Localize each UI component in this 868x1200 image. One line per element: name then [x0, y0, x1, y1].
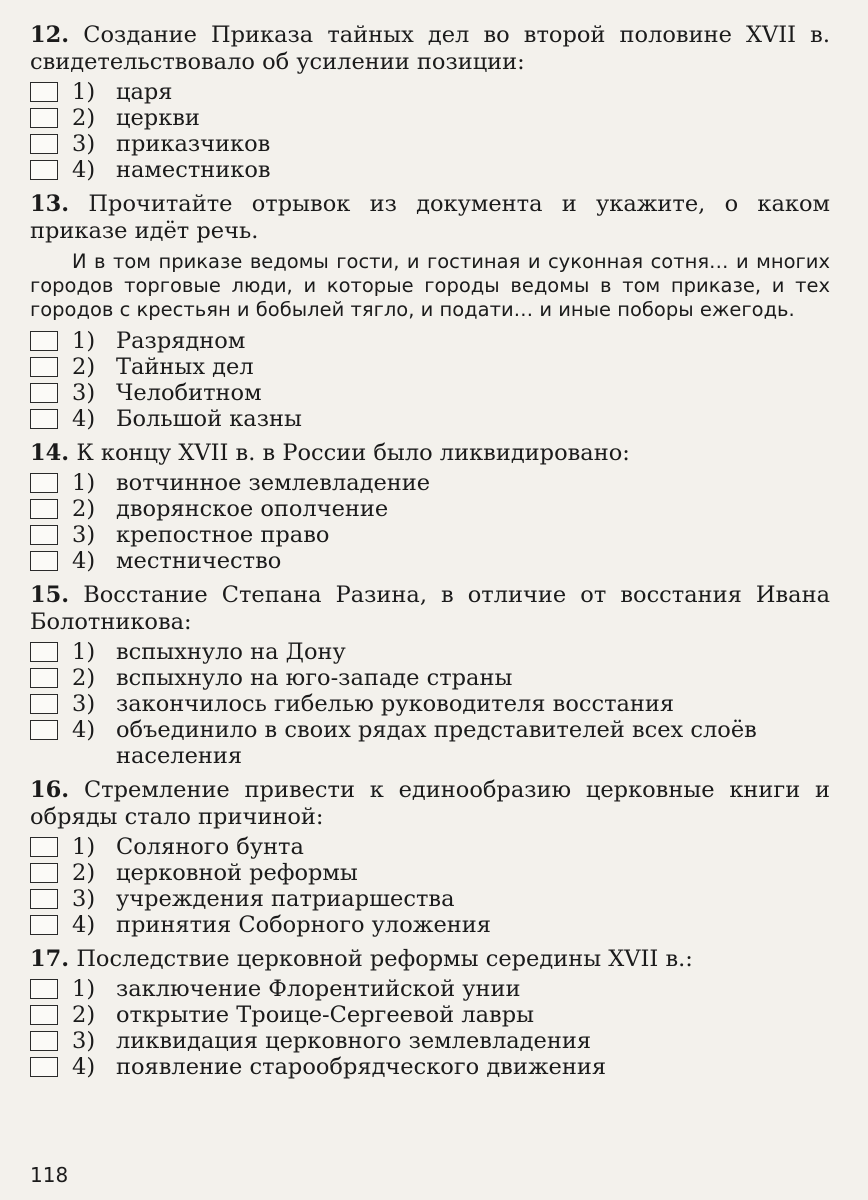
answer-checkbox[interactable]: [30, 499, 58, 519]
answer-checkbox[interactable]: [30, 1005, 58, 1025]
answer-checkbox[interactable]: [30, 331, 58, 351]
option-number: 1): [72, 976, 96, 1002]
answer-checkbox[interactable]: [30, 134, 58, 154]
question-text: Стремление привести к единообразию церковные книги и обряды стало причиной:: [30, 777, 830, 830]
question-number: 16.: [30, 777, 70, 803]
answer-option: [30, 976, 830, 1002]
answer-option: [30, 79, 830, 105]
answer-checkbox[interactable]: [30, 383, 58, 403]
answer-option: [30, 912, 830, 938]
option-number: 3): [72, 1028, 96, 1054]
answer-option: [30, 1054, 830, 1080]
page-number: 118: [30, 1163, 69, 1187]
option-number: 3): [72, 522, 96, 548]
option-number: 3): [72, 886, 96, 912]
answer-option: [30, 157, 830, 183]
answer-checkbox[interactable]: [30, 863, 58, 883]
question-15: [30, 582, 830, 769]
answer-option: [30, 380, 830, 406]
option-text: ликвидация церковного землевладения: [116, 1028, 592, 1054]
answer-options: [30, 79, 830, 183]
question-17: [30, 946, 830, 1080]
answer-checkbox[interactable]: [30, 108, 58, 128]
option-text: дворянское ополчение: [116, 496, 389, 522]
option-text: заключение Флорентийской унии: [116, 976, 521, 1002]
question-text: Создание Приказа тайных дел во второй половине XVII в. свидетельствовало об усилении позиции:: [30, 22, 830, 75]
answer-checkbox[interactable]: [30, 720, 58, 740]
option-text: закончилось гибелью руководителя восстания: [116, 691, 675, 717]
option-number: 3): [72, 691, 96, 717]
answer-option: [30, 717, 830, 769]
answer-options: [30, 328, 830, 432]
option-number: 2): [72, 105, 96, 131]
option-text: принятия Соборного уложения: [116, 912, 491, 938]
answer-option: [30, 131, 830, 157]
answer-checkbox[interactable]: [30, 1031, 58, 1051]
answer-option: [30, 496, 830, 522]
question-number: 17.: [30, 946, 70, 972]
question-13: [30, 191, 830, 432]
answer-option: [30, 886, 830, 912]
option-text: Разрядном: [116, 328, 246, 354]
answer-options: [30, 976, 830, 1080]
option-text: объединило в своих рядах представителей всех слоёв населения: [116, 717, 757, 769]
option-number: 4): [72, 717, 96, 743]
option-number: 3): [72, 131, 96, 157]
option-text: учреждения патриаршества: [116, 886, 455, 912]
question-number: 12.: [30, 22, 70, 48]
option-text: царя: [116, 79, 173, 105]
option-number: 1): [72, 470, 96, 496]
answer-checkbox[interactable]: [30, 837, 58, 857]
answer-checkbox[interactable]: [30, 694, 58, 714]
answer-options: [30, 834, 830, 938]
option-text: крепостное право: [116, 522, 330, 548]
option-text: церкви: [116, 105, 200, 131]
answer-option: [30, 354, 830, 380]
answer-option: [30, 860, 830, 886]
answer-option: [30, 691, 830, 717]
worksheet-page: [30, 22, 830, 1088]
option-text: приказчиков: [116, 131, 271, 157]
answer-checkbox[interactable]: [30, 525, 58, 545]
option-number: 2): [72, 1002, 96, 1028]
question-text: Восстание Степана Разина, в отличие от восстания Ивана Болотникова:: [30, 582, 830, 635]
option-text: вспыхнуло на юго-западе страны: [116, 665, 513, 691]
answer-option: [30, 522, 830, 548]
option-number: 4): [72, 406, 96, 432]
option-number: 2): [72, 665, 96, 691]
option-text: местничество: [116, 548, 282, 574]
option-number: 2): [72, 496, 96, 522]
question-number: 13.: [30, 191, 70, 217]
question-text: Прочитайте отрывок из документа и укажите, о каком приказе идёт речь.: [30, 191, 830, 244]
answer-option: [30, 328, 830, 354]
question-number: 15.: [30, 582, 70, 608]
question-14: [30, 440, 830, 574]
answer-checkbox[interactable]: [30, 473, 58, 493]
option-text: вотчинное землевладение: [116, 470, 431, 496]
answer-option: [30, 665, 830, 691]
answer-checkbox[interactable]: [30, 551, 58, 571]
question-number: 14.: [30, 440, 70, 466]
question-16: [30, 777, 830, 938]
option-number: 1): [72, 639, 96, 665]
answer-option: [30, 1002, 830, 1028]
option-number: 4): [72, 1054, 96, 1080]
question-text: Последствие церковной реформы середины XVII в.:: [76, 946, 693, 972]
answer-option: [30, 1028, 830, 1054]
option-number: 3): [72, 380, 96, 406]
option-text: Соляного бунта: [116, 834, 304, 860]
option-text: Большой казны: [116, 406, 302, 432]
answer-checkbox[interactable]: [30, 915, 58, 935]
option-number: 2): [72, 354, 96, 380]
option-number: 4): [72, 912, 96, 938]
answer-option: [30, 470, 830, 496]
answer-checkbox[interactable]: [30, 160, 58, 180]
answer-checkbox[interactable]: [30, 357, 58, 377]
answer-checkbox[interactable]: [30, 409, 58, 429]
question-12: [30, 22, 830, 183]
answer-checkbox[interactable]: [30, 82, 58, 102]
answer-checkbox[interactable]: [30, 889, 58, 909]
document-excerpt: И в том приказе ведомы гости, и гостиная и суконная сотня… и многих городов торговые люди, и которые городы ведомы в том приказе, и тех городов с крестьян и бобылей тягло, и подати… и иные поборы ежегодь.: [30, 250, 830, 321]
answer-checkbox[interactable]: [30, 642, 58, 662]
option-text: Тайных дел: [116, 354, 254, 380]
option-number: 1): [72, 834, 96, 860]
answer-options: [30, 639, 830, 769]
answer-option: [30, 548, 830, 574]
answer-options: [30, 470, 830, 574]
option-number: 4): [72, 157, 96, 183]
answer-option: [30, 105, 830, 131]
option-number: 2): [72, 860, 96, 886]
option-text: открытие Троице-Сергеевой лавры: [116, 1002, 535, 1028]
answer-option: [30, 639, 830, 665]
answer-checkbox[interactable]: [30, 1057, 58, 1077]
option-text: церковной реформы: [116, 860, 358, 886]
answer-checkbox[interactable]: [30, 668, 58, 688]
question-text: К концу XVII в. в России было ликвидировано:: [76, 440, 630, 466]
option-text: Челобитном: [116, 380, 262, 406]
option-number: 1): [72, 79, 96, 105]
option-text: появление старообрядческого движения: [116, 1054, 607, 1080]
option-text: вспыхнуло на Дону: [116, 639, 346, 665]
answer-option: [30, 834, 830, 860]
option-text: наместников: [116, 157, 271, 183]
answer-checkbox[interactable]: [30, 979, 58, 999]
option-number: 4): [72, 548, 96, 574]
option-number: 1): [72, 328, 96, 354]
answer-option: [30, 406, 830, 432]
